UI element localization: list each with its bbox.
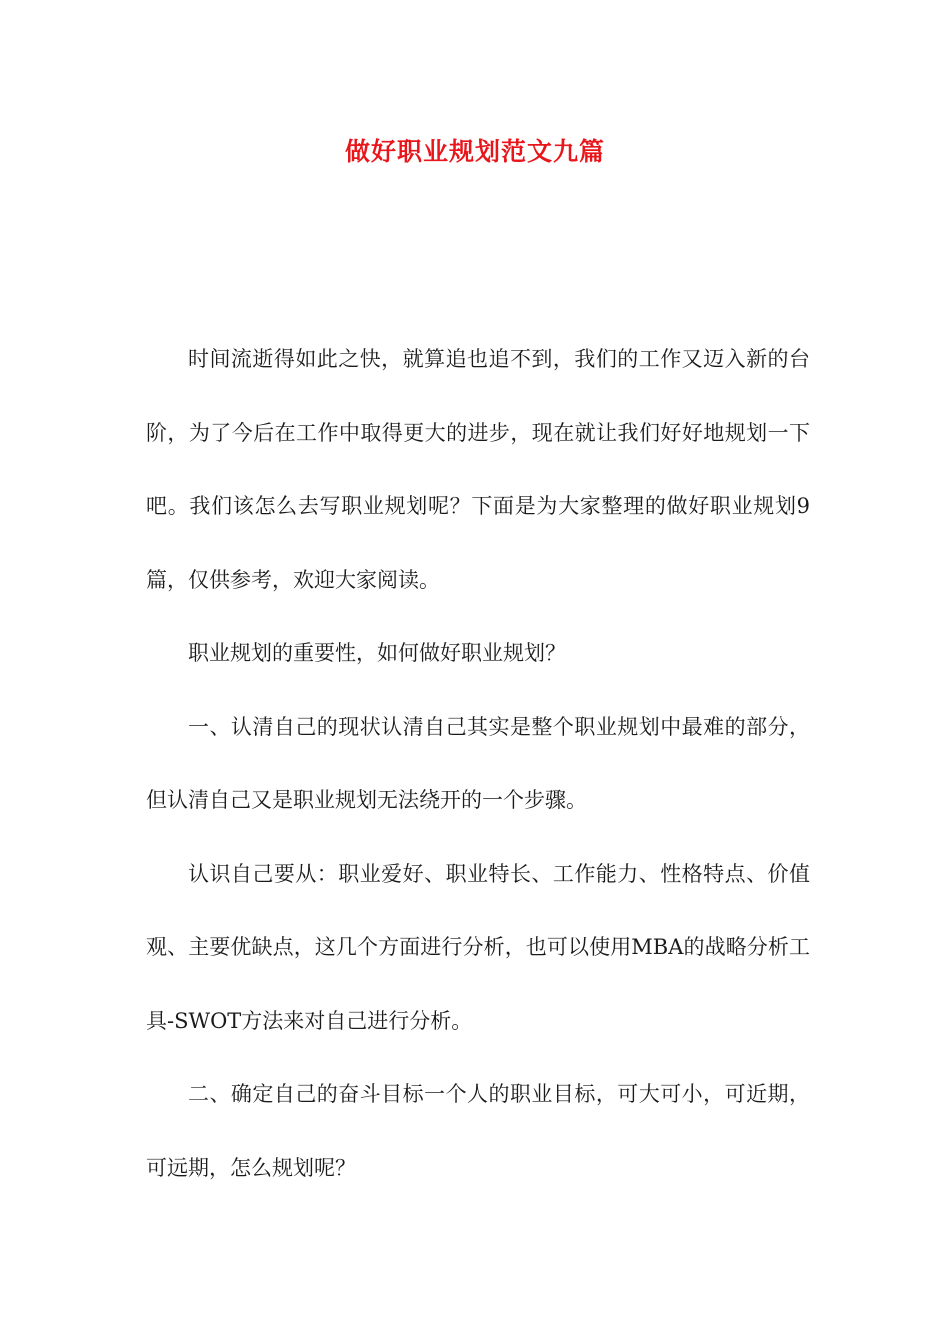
document-body [146, 323, 810, 1205]
document-title: 做好职业规划范文九篇 [344, 137, 605, 166]
paragraph-intro: 时间流逝得如此之快，就算追也追不到，我们的工作又迈入新的台阶，为了今后在工作中取得更大的进步，现在就让我们好好地规划一下吧。我们该怎么去写职业规划呢？下面是为大家整理的做好职业规划9篇，仅供参考，欢迎大家阅读。 [146, 347, 810, 592]
paragraph-section-one: 一、认清自己的现状认清自己其实是整个职业规划中最难的部分，但认清自己又是职业规划无法绕开的一个步骤。 [146, 714, 810, 812]
paragraph-importance-question: 职业规划的重要性，如何做好职业规划？ [188, 641, 566, 665]
paragraph-section-two: 二、确定自己的奋斗目标一个人的职业目标，可大可小，可近期，可远期，怎么规划呢？ [146, 1082, 810, 1180]
paragraph-self-analysis: 认识自己要从：职业爱好、职业特长、工作能力、性格特点、价值观、主要优缺点，这几个方面进行分析，也可以使用MBA的战略分析工具-SWOT方法来对自己进行分析。 [146, 861, 810, 1033]
